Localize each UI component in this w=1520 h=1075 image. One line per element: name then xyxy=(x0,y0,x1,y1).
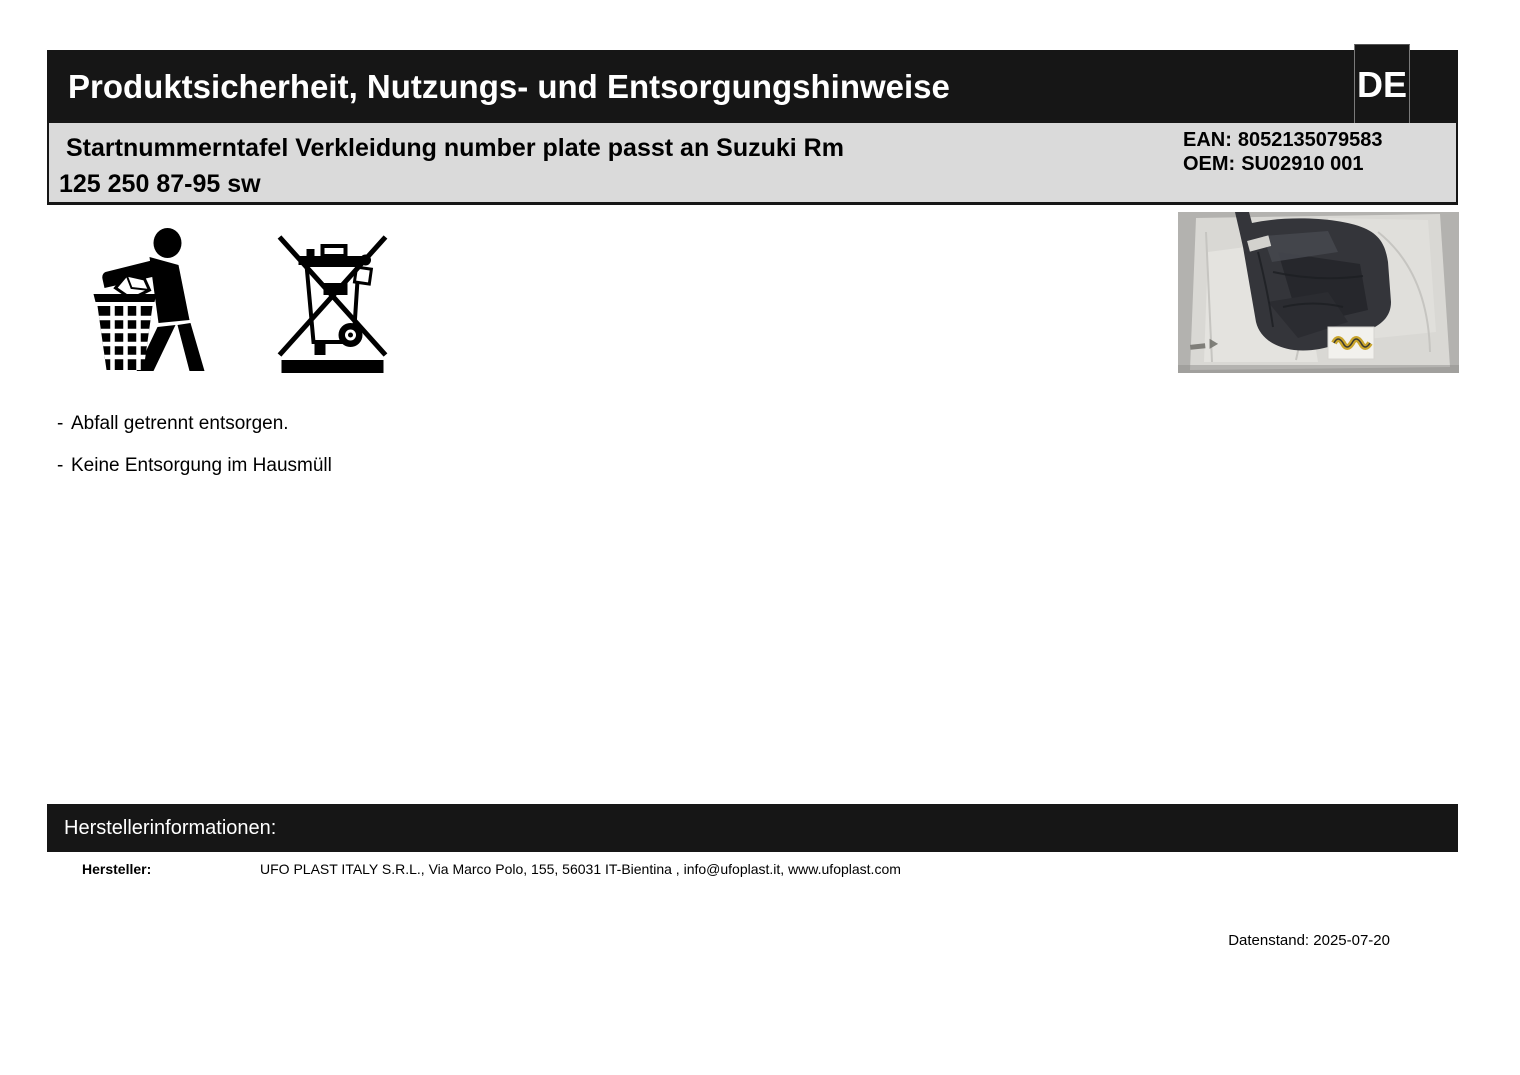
bullet-dash: - xyxy=(57,455,64,476)
oem-value: SU02910 001 xyxy=(1241,153,1364,175)
manufacturer-value: UFO PLAST ITALY S.R.L., Via Marco Polo, 155, 56031 IT-Bientina , info@ufoplast.it, www.ufoplast.com xyxy=(260,861,901,877)
weee-crossed-bin-icon xyxy=(276,231,389,373)
product-title-line1: Startnummerntafel Verkleidung number plate passt an Suzuki Rm xyxy=(66,134,844,162)
manufacturer-label: Hersteller: xyxy=(82,861,152,877)
disposal-instructions xyxy=(57,412,332,496)
oem-line xyxy=(1183,152,1383,176)
manufacturer-section-bar xyxy=(47,804,1458,852)
tidyman-icon xyxy=(89,228,214,375)
page-title: Produktsicherheit, Nutzungs- und Entsorgungshinweise xyxy=(68,68,950,105)
ean-value: 8052135079583 xyxy=(1237,129,1383,151)
ean-line xyxy=(1183,128,1383,152)
language-badge-text: DE xyxy=(1356,64,1407,105)
oem-label: OEM: xyxy=(1183,153,1236,175)
bullet-dash: - xyxy=(57,413,64,434)
product-photo xyxy=(1178,212,1459,373)
manufacturer-section-title: Herstellerinformationen: xyxy=(64,817,277,839)
product-codes xyxy=(1183,128,1383,176)
header-bar xyxy=(47,50,1458,123)
ean-label: EAN: xyxy=(1183,129,1232,151)
product-title-bar xyxy=(47,123,1458,205)
disposal-item xyxy=(57,454,332,478)
date-stamp: Datenstand: 2025-07-20 xyxy=(1228,932,1390,949)
disposal-item xyxy=(57,412,332,436)
disposal-item-text: Abfall getrennt entsorgen. xyxy=(71,413,289,434)
language-badge xyxy=(1354,44,1410,123)
product-title-line2: 125 250 87-95 sw xyxy=(59,170,261,198)
disposal-item-text: Keine Entsorgung im Hausmüll xyxy=(71,455,332,476)
